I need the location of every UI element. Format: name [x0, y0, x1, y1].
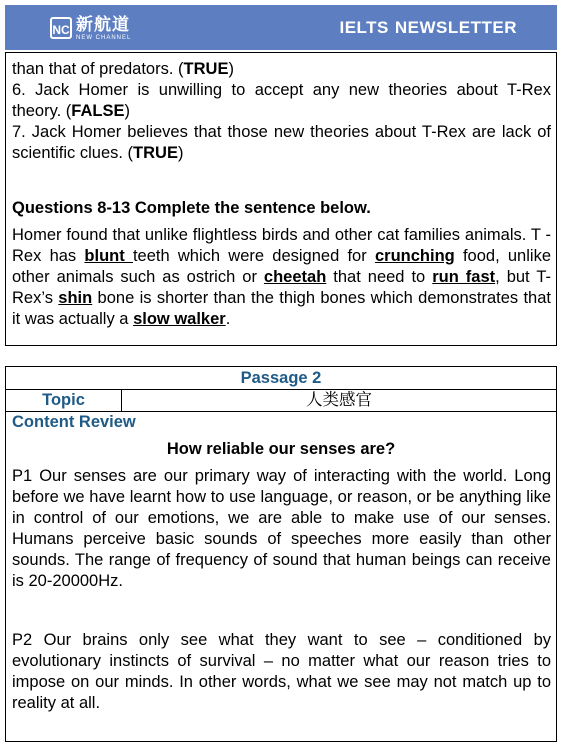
summary-paragraph: Homer found that unlike flightless birds and other cat families animals. T -Rex has blunt teeth which were designed for crunching food, unlike other animals such as ostrich or cheetah that need to run fast, but T-Rex’s shin bone is shorter than the thigh bones which demonstrates that it was actually a slow walker. — [12, 226, 551, 328]
passage-2-box — [5, 366, 557, 742]
logo-english-name: NEW CHANNEL — [76, 34, 132, 41]
topic-value: 人类感官 — [306, 391, 372, 409]
answer-q6: 6. Jack Homer is unwilling to accept any new theories about T-Rex theory. (FALSE) — [12, 81, 551, 120]
logo-mark-icon: NC — [50, 17, 72, 39]
answer-run-fast: run fast — [432, 268, 496, 286]
logo-chinese-name: 新航道 — [76, 14, 130, 34]
paragraph-p1: P1 Our senses are our primary way of interacting with the world. Long before we have learnt how to use language, or reason, or be anything like in control of our emotions, we are able to make use of our senses. Humans perceive basic sounds of speeches more easily than other sounds. The range of frequency of sound that human beings can receive is 20-20000Hz. — [12, 467, 551, 590]
answer-shin: shin — [58, 289, 93, 307]
newsletter-title: IELTS NEWSLETTER — [339, 18, 517, 37]
topic-label: Topic — [6, 390, 122, 411]
questions-8-13-heading: Questions 8-13 Complete the sentence below. — [12, 199, 371, 217]
answer-cheetah: cheetah — [263, 268, 327, 286]
answer-slow-walker: slow walker — [133, 310, 226, 328]
answers-box — [5, 52, 557, 346]
answer-blunt: blunt — [84, 247, 133, 265]
content-review-heading: Content Review — [12, 413, 136, 431]
answer-q7: 7. Jack Homer believes that those new theories about T-Rex are lack of scientific clues. (TRUE) — [12, 123, 551, 162]
answer-crunching: crunching — [374, 247, 455, 265]
answer-line-continued: than that of predators. (TRUE) — [12, 60, 234, 78]
brand-logo — [50, 13, 131, 43]
passage-subheading: How reliable our senses are? — [166, 440, 396, 458]
paragraph-p2: P2 Our brains only see what they want to see – conditioned by evolutionary instincts of survival – no matter what our reason tries to impose on our minds. In other words, what we see may not match up to reality at all. — [12, 631, 551, 712]
newsletter-header — [5, 5, 557, 50]
topic-row — [6, 390, 556, 412]
passage-title: Passage 2 — [6, 367, 556, 390]
